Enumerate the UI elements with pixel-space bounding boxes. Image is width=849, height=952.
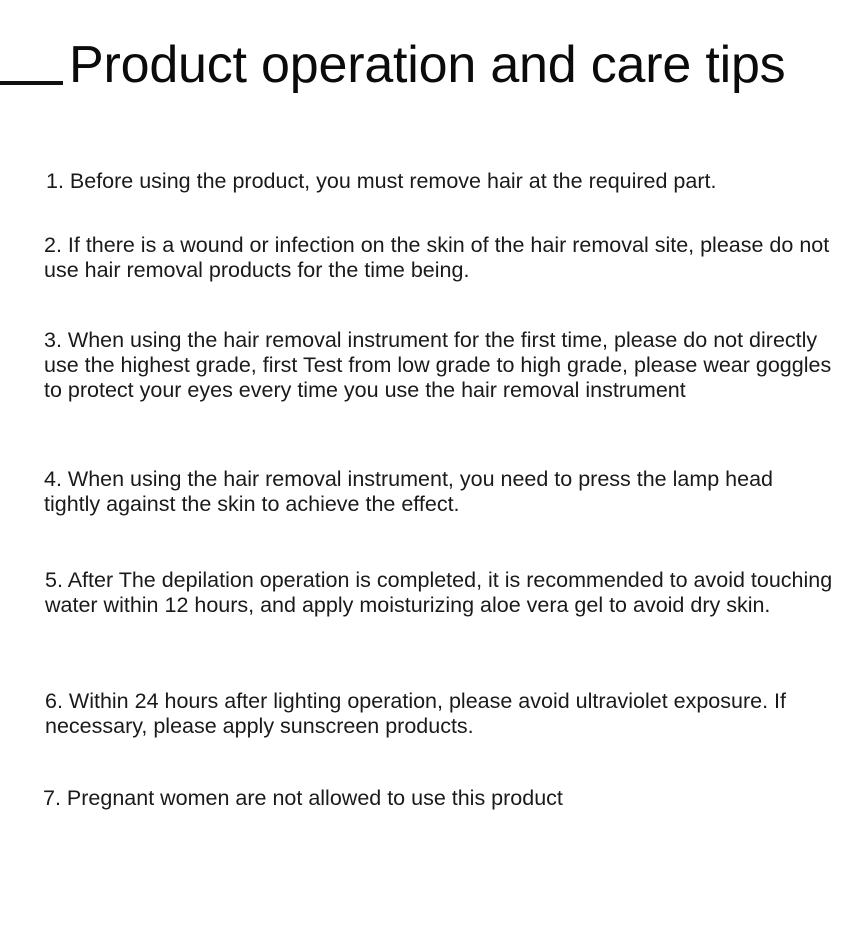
- tip-item-5: 5. After The depilation operation is completed, it is recommended to avoid touching water within 12 hours, and apply moisturizing aloe vera gel to avoid dry skin.: [45, 568, 833, 617]
- tip-item-7: 7. Pregnant women are not allowed to use this product: [43, 786, 563, 810]
- title-accent-bar: [0, 81, 63, 85]
- tip-item-4: 4. When using the hair removal instrument, you need to press the lamp head tightly against the skin to achieve the effect.: [44, 467, 774, 516]
- tip-item-6: 6. Within 24 hours after lighting operation, please avoid ultraviolet exposure. If necessary, please apply sunscreen products.: [45, 689, 786, 738]
- tip-item-1: 1. Before using the product, you must remove hair at the required part.: [46, 169, 717, 193]
- tip-item-2: 2. If there is a wound or infection on the skin of the hair removal site, please do not use hair removal products for the time being.: [44, 233, 830, 282]
- page-title: Product operation and care tips: [69, 36, 786, 94]
- tip-item-3: 3. When using the hair removal instrument for the first time, please do not directly use the highest grade, first Test from low grade to high grade, please wear goggles to protect your eyes every time you use the hair removal instrument: [44, 328, 832, 402]
